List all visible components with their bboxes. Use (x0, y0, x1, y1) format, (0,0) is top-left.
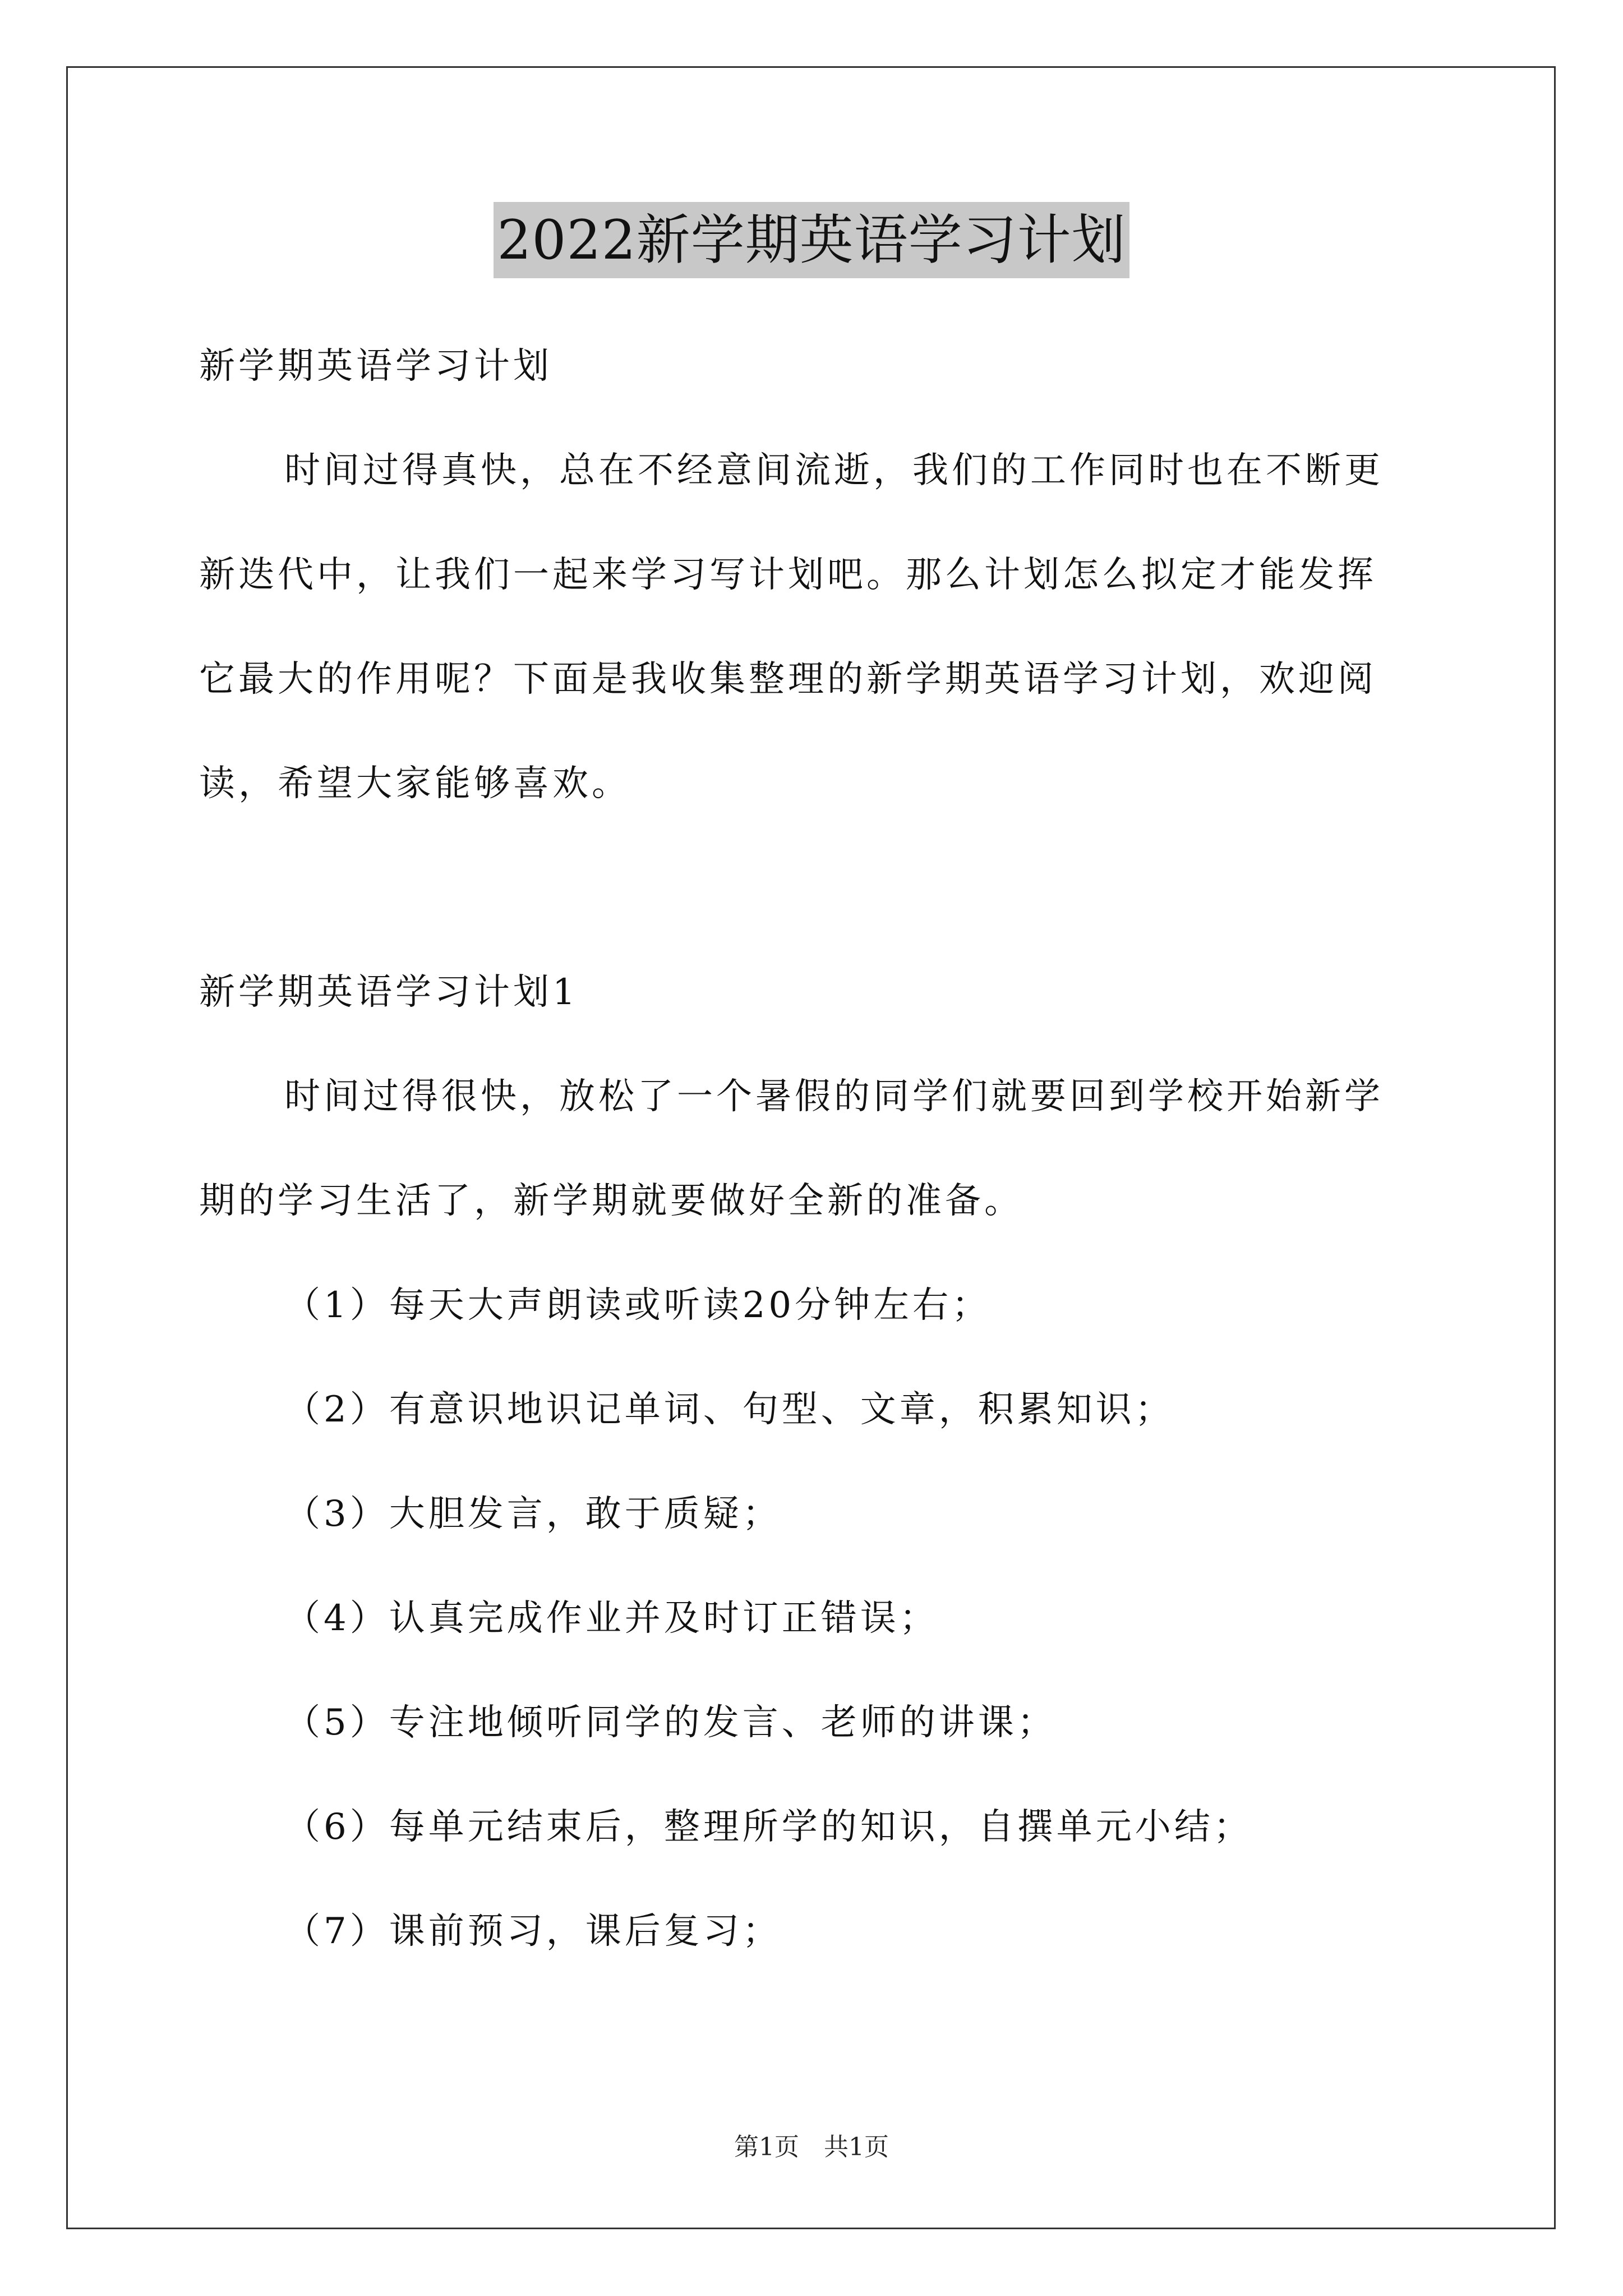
subtitle: 新学期英语学习计划 (199, 346, 552, 387)
intro-line-4: 读，希望大家能够喜欢。 (199, 763, 631, 804)
list-item: （4）认真完成作业并及时订正错误； (284, 1598, 939, 1639)
section-line-2: 期的学习生活了，新学期就要做好全新的准备。 (199, 1180, 1023, 1222)
section-line-1: 时间过得很快，放松了一个暑假的同学们就要回到学校开始新学 (284, 1076, 1384, 1117)
section-heading: 新学期英语学习计划1 (199, 972, 579, 1013)
intro-line-3: 它最大的作用呢？下面是我收集整理的新学期英语学习计划，欢迎阅 (199, 659, 1377, 700)
paragraph-gap (199, 836, 1427, 940)
page-footer: 第1页 共1页 (734, 2133, 889, 2161)
intro-line-2: 新迭代中，让我们一起来学习写计划吧。那么计划怎么拟定才能发挥 (199, 554, 1377, 596)
intro-line-1: 时间过得真快，总在不经意间流逝，我们的工作同时也在不断更 (284, 450, 1384, 491)
list-item: （5）专注地倾听同学的发言、老师的讲课； (284, 1702, 1057, 1743)
list-item: （6）每单元结束后，整理所学的知识，自撰单元小结； (284, 1806, 1253, 1848)
list-item: （2）有意识地识记单词、句型、文章，积累知识； (284, 1389, 1174, 1430)
list-item: （1）每天大声朗读或听读20分钟左右； (284, 1285, 992, 1326)
title-container (0, 202, 1623, 278)
document-title: 2022新学期英语学习计划 (494, 202, 1129, 278)
list-item: （7）课前预习，课后复习； (284, 1911, 782, 1952)
list-item: （3）大胆发言，敢于质疑； (284, 1493, 782, 1535)
document-body (199, 314, 1427, 1984)
